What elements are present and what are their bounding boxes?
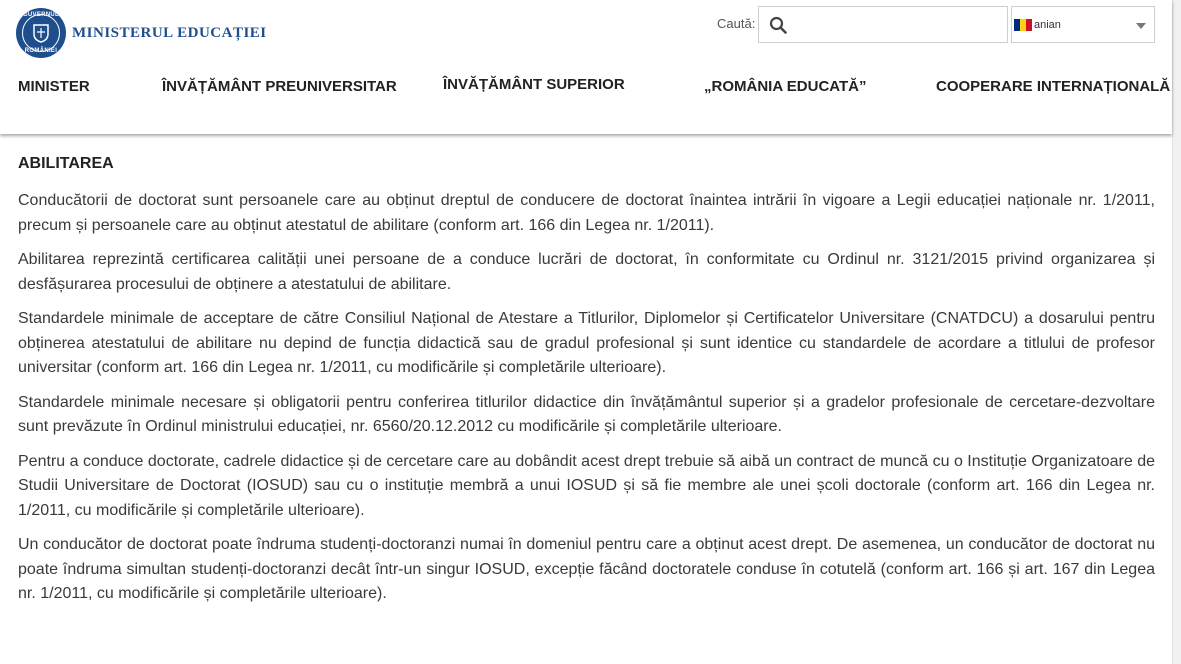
nav-item-romania-educata[interactable]: „ROMÂNIA EDUCATĂ” [704, 78, 867, 95]
seal-bottom-text: ROMÂNIEI [24, 48, 58, 54]
site-header [0, 0, 1172, 134]
page-title: ABILITAREA [18, 155, 114, 172]
paragraph: Standardele minimale de acceptare de către Consiliul Național de Atestare a Titlurilor, Diplomelor și Certificatelor Universitare (CNATDCU) a dosarului pentru obținerea atestatului de abilitare nu depind de funcția didactică sau de gradul profesional și sunt identice cu standardele de acordare a titlului de profesor universitar (conform art. 166 din Legea nr. 1/2011, cu modificările și completările ulterioare). [18, 310, 1155, 376]
paragraph: Conducătorii de doctorat sunt persoanele care au obținut dreptul de conducere de doctorat înaintea intrării în vigoare a Legii educației naționale nr. 1/2011, precum și persoanele care au obținut atestatul de abilitare (conform art. 166 din Legea nr. 1/2011). [18, 192, 1155, 234]
nav-item-superior[interactable]: ÎNVĂȚĂMÂNT SUPERIOR [443, 76, 625, 93]
main-navigation [0, 0, 1172, 134]
seal-top-text: GUVERNUL [22, 12, 60, 18]
paragraph: Standardele minimale necesare și obligatorii pentru conferirea titlurilor didactice din învățământul superior și a gradelor profesionale de cercetare-dezvoltare sunt prevăzute în Ordinul ministrului educației, nr. 6560/20.12.2012 cu modificările și completările ulterioare. [18, 393, 1155, 435]
search-label: Caută: [717, 16, 756, 31]
ministry-title: MINISTERUL EDUCAȚIEI [72, 24, 267, 41]
paragraph: Pentru a conduce doctorate, cadrele didactice și de cercetare care au dobândit acest drept trebuie să aibă un contract de muncă cu o Instituție Organizatoare de Studii Universitare de Doctorat (IOSUD) sau cu o instituție membră a unui IOSUD și să fie membre ale unei școli doctorale (conform art. 166 din Legea nr. 1/2011, cu modificările și completările ulterioare). [18, 452, 1155, 519]
article-content [18, 155, 1155, 617]
page-scrollbar[interactable] [1172, 0, 1181, 664]
language-selected-value: anian [1034, 18, 1061, 31]
nav-item-preuniversitar[interactable]: ÎNVĂȚĂMÂNT PREUNIVERSITAR [162, 78, 397, 95]
nav-item-minister[interactable]: MINISTER [18, 78, 90, 95]
nav-item-cooperare[interactable]: COOPERARE INTERNAȚIONALĂ [936, 78, 1171, 95]
paragraph: Abilitarea reprezintă certificarea calității unei persoane de a conduce lucrări de doctorat, în conformitate cu Ordinul nr. 3121/2015 privind organizarea și desfășurarea procesului de obținere a atestatului de abilitare. [18, 251, 1155, 293]
paragraph: Un conducător de doctorat poate îndruma studenți-doctoranzi numai în domeniul pentru care a obținut acest drept. De asemenea, un conducător de doctorat nu poate îndruma simultan studenți-doctoranzi decât într-un singur IOSUD, excepție făcând doctoratele conduse în cotutelă (conform art. 166 și art. 167 din Legea nr. 1/2011, cu modificările și completările ulterioare). [18, 536, 1155, 602]
